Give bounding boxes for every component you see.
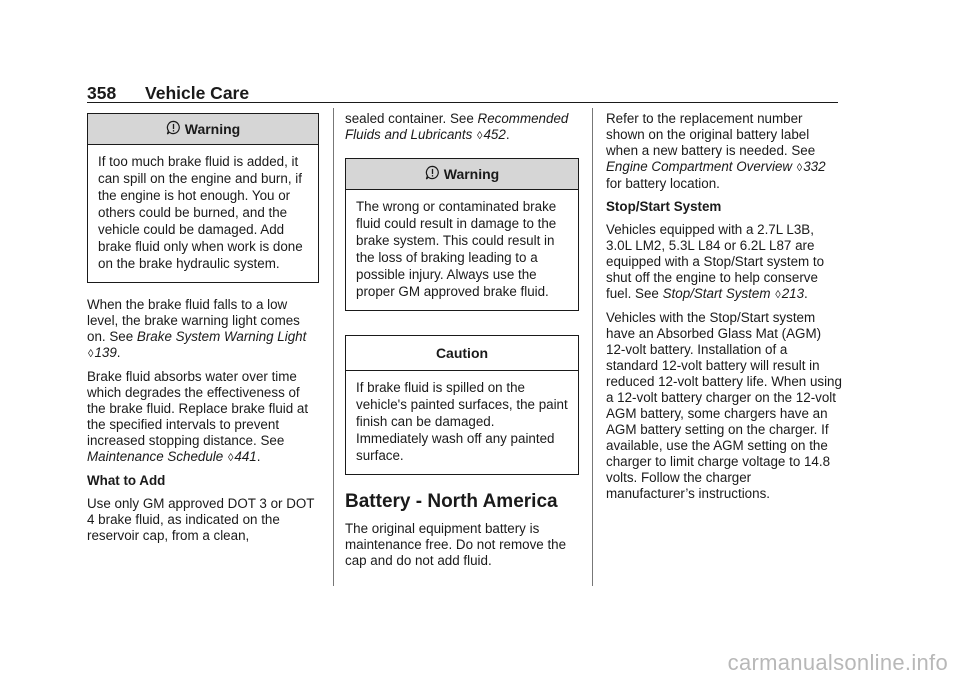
paragraph-suffix: . bbox=[804, 286, 808, 301]
cross-reference-link[interactable] bbox=[663, 286, 804, 301]
warning-icon bbox=[166, 120, 181, 138]
page-ref-icon: ◊ bbox=[477, 130, 483, 142]
header-rule bbox=[87, 102, 838, 103]
warning-box-header bbox=[88, 114, 318, 145]
warning-box bbox=[87, 113, 319, 283]
warning-text: If too much brake fluid is added, it can spill on the engine and burn, if the engine is hot enough. You or others could be burned, and the vehicle could be damaged. Add brake fluid only when work is done on the brake hydraulic system. bbox=[98, 154, 303, 271]
paragraph-text: Brake fluid absorbs water over time which degrades the effectiveness of the brake fluid. Replace brake fluid at the specified intervals to prevent increased stopping distance. See bbox=[87, 369, 309, 448]
warning-box bbox=[345, 158, 579, 311]
warning-text: The wrong or contaminated brake fluid could result in damage to the brake system. This could result in the loss of braking leading to a possible injury. Always use the proper GM approved brake fluid. bbox=[356, 199, 557, 299]
subheading: Stop/Start System bbox=[606, 199, 722, 214]
paragraph-suffix: . bbox=[505, 127, 510, 142]
page-ref-icon: ◊ bbox=[796, 162, 803, 174]
warning-icon bbox=[425, 165, 440, 183]
caution-title: Caution bbox=[435, 345, 489, 361]
paragraph bbox=[606, 222, 842, 303]
xref-page[interactable]: 139 bbox=[94, 345, 117, 360]
paragraph: Vehicles with the Stop/Start system have an Absorbed Glass Mat (AGM) 12-volt battery. Installation of a standard 12-volt battery will result in reduced 12-volt battery life. When using a 12-volt battery charger on the 12-volt AGM battery, some chargers have an AGM battery setting on the charger. If available, use the AGM setting on the charger to limit charge voltage to 14.8 volts. Follow the charger manufacturer’s instructions. bbox=[606, 310, 842, 501]
page-ref-icon: ◊ bbox=[775, 289, 781, 301]
cross-reference-link[interactable] bbox=[87, 449, 257, 464]
column-divider bbox=[592, 108, 593, 586]
paragraph-text: When the brake fluid falls to a low level, the brake warning light comes on. See bbox=[87, 297, 300, 344]
paragraph bbox=[87, 297, 319, 362]
watermark-text: carmanualsonline.info bbox=[727, 650, 948, 675]
xref-title[interactable]: Engine Compartment Overview bbox=[606, 159, 793, 174]
cross-reference-link[interactable] bbox=[606, 159, 826, 174]
xref-page[interactable]: 452 bbox=[483, 127, 506, 142]
warning-title: Warning bbox=[184, 121, 241, 137]
paragraph-suffix: . bbox=[256, 449, 261, 464]
page-ref-icon: ◊ bbox=[227, 452, 234, 464]
page-number: 358 bbox=[87, 83, 117, 103]
paragraph-text: sealed container. See bbox=[345, 111, 474, 126]
paragraph-suffix: for battery location. bbox=[606, 176, 720, 191]
xref-title[interactable]: Recommended Fluids and Lubricants bbox=[345, 111, 569, 142]
warning-title: Warning bbox=[443, 166, 500, 182]
xref-title[interactable]: Maintenance Schedule bbox=[87, 449, 224, 464]
column-divider bbox=[333, 108, 334, 586]
xref-page[interactable]: 332 bbox=[803, 159, 826, 174]
paragraph bbox=[345, 111, 579, 144]
column-3 bbox=[606, 111, 842, 509]
paragraph bbox=[87, 369, 319, 466]
column-1 bbox=[87, 113, 319, 551]
paragraph-text: Vehicles equipped with a 2.7L L3B, 3.0L LM2, 5.3L L84 or 6.2L L87 are equipped with a Stop/Start system to shut off the engine to help conserve fuel. See bbox=[606, 222, 825, 301]
page-ref-icon: ◊ bbox=[88, 348, 94, 360]
subheading: What to Add bbox=[87, 473, 166, 488]
xref-title[interactable]: Stop/Start System bbox=[662, 286, 771, 301]
paragraph: The original equipment battery is maintenance free. Do not remove the cap and do not add fluid. bbox=[345, 521, 567, 568]
section-heading: Battery - North America bbox=[345, 491, 558, 512]
caution-box bbox=[345, 335, 579, 475]
caution-box-header bbox=[346, 336, 578, 371]
paragraph bbox=[606, 111, 842, 192]
xref-page[interactable]: 213 bbox=[781, 286, 805, 301]
page-header bbox=[87, 80, 838, 110]
section-title: Vehicle Care bbox=[145, 83, 250, 103]
column-2 bbox=[345, 111, 579, 576]
warning-box-header bbox=[346, 159, 578, 190]
xref-page[interactable]: 441 bbox=[234, 449, 257, 464]
paragraph-text: Refer to the replacement number shown on the original battery label when a new battery is needed. See bbox=[606, 111, 816, 158]
paragraph-suffix: . bbox=[116, 345, 121, 360]
xref-title[interactable]: Brake System Warning Light bbox=[136, 329, 307, 344]
caution-text: If brake fluid is spilled on the vehicle's painted surfaces, the paint finish can be damaged. Immediately wash off any painted surface. bbox=[356, 380, 568, 463]
paragraph: Use only GM approved DOT 3 or DOT 4 brake fluid, as indicated on the reservoir cap, from a clean, bbox=[87, 496, 315, 543]
